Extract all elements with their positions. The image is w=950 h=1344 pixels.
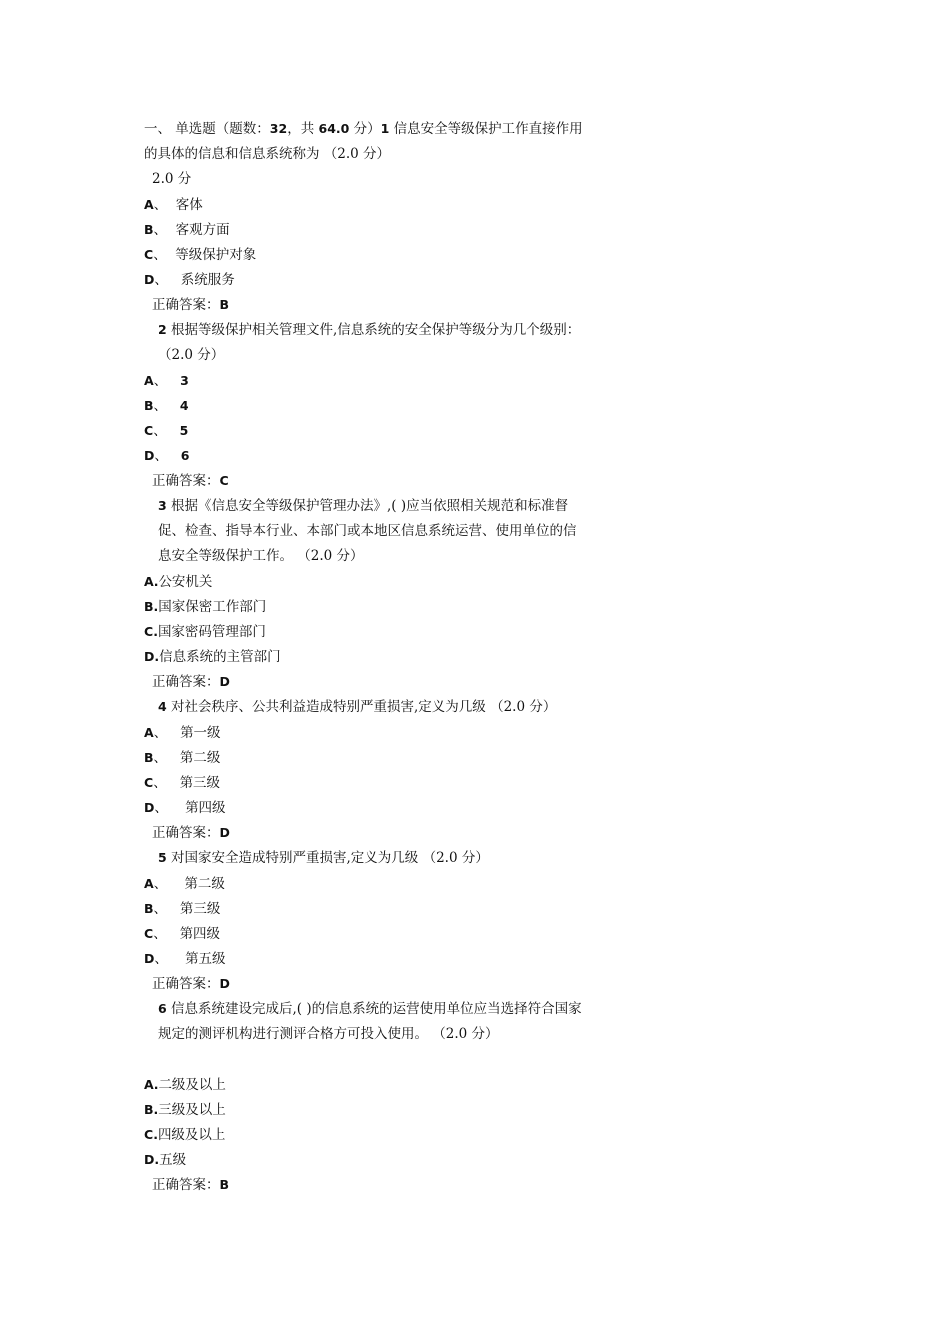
- option-a: A.公安机关: [144, 574, 213, 590]
- blank-line: [144, 1047, 584, 1072]
- option-c: C、 第三级: [144, 775, 221, 791]
- score-line: 2.0 分: [152, 171, 192, 187]
- question-text: 信息安全等级保护工作直接作用的具体的信息和信息系统称为: [144, 121, 583, 162]
- question-text: 对社会秩序、公共利益造成特别严重损害,定义为几级: [171, 699, 486, 715]
- section-mid: ，共: [287, 121, 319, 137]
- question-score: （2.0 分）: [297, 548, 364, 564]
- option-a: A、 第一级: [144, 725, 221, 741]
- option-d: D.五级: [144, 1152, 187, 1168]
- option-a: A.二级及以上: [144, 1077, 226, 1093]
- question-number: 3: [158, 498, 167, 513]
- option-c: C.国家密码管理部门: [144, 624, 266, 640]
- correct-answer: 正确答案：B: [152, 297, 230, 313]
- option-a: A、 客体: [144, 197, 203, 213]
- option-d: D、 第四级: [144, 800, 226, 816]
- question-5: [144, 845, 584, 871]
- option-c: C、 等级保护对象: [144, 247, 257, 263]
- option-d: D、 系统服务: [144, 272, 235, 288]
- question-text: 根据《信息安全等级保护管理办法》,( )应当依照相关规范和标准督促、检查、指导本行业、本部门或本地区信息系统运营、使用单位的信息安全等级保护工作。: [158, 498, 577, 564]
- section-count: 32: [269, 121, 288, 136]
- question-number: 5: [158, 850, 167, 865]
- option-b: B、 第二级: [144, 750, 221, 766]
- option-c: C、 第四级: [144, 926, 221, 942]
- question-score: （2.0 分）: [490, 699, 557, 715]
- option-b: B、 客观方面: [144, 222, 230, 238]
- option-d: D、 6: [144, 448, 190, 464]
- correct-answer: 正确答案：D: [152, 976, 230, 992]
- question-score: （2.0 分）: [422, 850, 489, 866]
- option-b: B.国家保密工作部门: [144, 599, 267, 615]
- option-c: C.四级及以上: [144, 1127, 226, 1143]
- question-number: 6: [158, 1001, 167, 1016]
- question-score: （2.0 分）: [158, 347, 225, 363]
- option-a: A、 3: [144, 373, 189, 389]
- section-prefix: 一、 单选题（题数：: [144, 121, 270, 137]
- question-3: [144, 493, 584, 569]
- option-b: B.三级及以上: [144, 1102, 226, 1118]
- option-c: C、 5: [144, 423, 189, 439]
- option-b: B、 4: [144, 398, 189, 414]
- section-total: 64.0: [318, 121, 350, 136]
- question-number: 4: [158, 699, 167, 714]
- question-6: [144, 996, 584, 1047]
- correct-answer: 正确答案：D: [152, 674, 230, 690]
- question-number: 1: [380, 121, 390, 136]
- section-suffix: 分）: [349, 121, 381, 137]
- question-4: [144, 694, 584, 720]
- question-text: 信息系统建设完成后,( )的信息系统的运营使用单位应当选择符合国家规定的测评机构进行测评合格方可投入使用。: [158, 1001, 582, 1042]
- option-a: A、 第二级: [144, 876, 225, 892]
- quiz-content: [144, 116, 584, 1197]
- correct-answer: 正确答案：D: [152, 825, 230, 841]
- question-score: （2.0 分）: [323, 146, 391, 162]
- section-header: [144, 116, 584, 167]
- question-text: 对国家安全造成特别严重损害,定义为几级: [171, 850, 419, 866]
- correct-answer: 正确答案：B: [152, 1177, 230, 1193]
- question-number: 2: [158, 322, 167, 337]
- question-text: 根据等级保护相关管理文件,信息系统的安全保护等级分为几个级别：: [171, 322, 581, 338]
- option-d: D.信息系统的主管部门: [144, 649, 281, 665]
- question-score: （2.0 分）: [432, 1026, 499, 1042]
- correct-answer: 正确答案：C: [152, 473, 229, 489]
- question-2: [144, 317, 584, 368]
- option-d: D、 第五级: [144, 951, 226, 967]
- option-b: B、 第三级: [144, 901, 221, 917]
